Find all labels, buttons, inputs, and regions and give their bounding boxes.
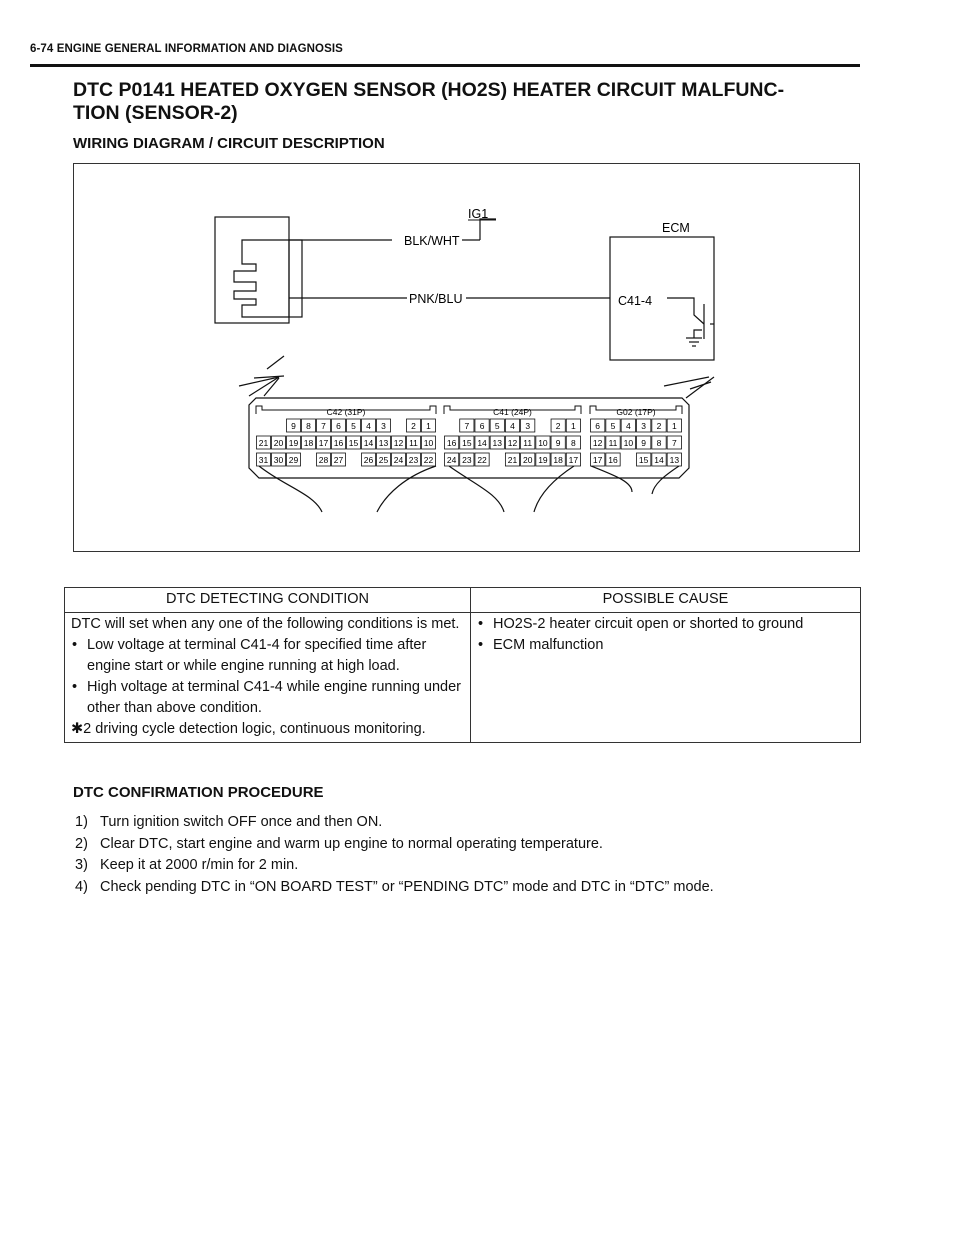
connector-pin-label: 4 — [625, 421, 631, 431]
step-text: Check pending DTC in “ON BOARD TEST” or “PENDING DTC” mode and DTC in “DTC” mode. — [100, 878, 714, 895]
ho2s-sensor-connector — [289, 240, 302, 317]
connector-pin-label: 23 — [408, 455, 419, 465]
connector-pin-label: 19 — [288, 438, 299, 448]
step-number: 4) — [75, 878, 88, 895]
step-number: 1) — [75, 814, 88, 830]
connector-pin-label: 8 — [571, 438, 576, 448]
connector-pin-label: 12 — [592, 438, 603, 448]
connector-1 — [444, 406, 581, 466]
wiring-section-title: WIRING DIAGRAM / CIRCUIT DESCRIPTION — [73, 135, 385, 152]
connector-pin-label: 17 — [318, 438, 329, 448]
condition-item: • Low voltage at terminal C41-4 for specified time after engine start or while engine running at high load. — [71, 635, 464, 677]
list-item — [75, 877, 714, 899]
connector-pin-label: 18 — [303, 438, 314, 448]
ho2s-sensor-body — [215, 217, 289, 323]
connector-pin-label: 14 — [477, 438, 487, 448]
connector-pin-label: 5 — [351, 421, 356, 431]
connector-pin-label: 18 — [553, 455, 563, 465]
header-condition: DTC DETECTING CONDITION — [65, 588, 471, 613]
terminal-label: C41-4 — [618, 294, 653, 308]
connector-pin-label: 10 — [538, 438, 548, 448]
connector-pin-label: 9 — [291, 421, 296, 431]
connector-pin-label: 22 — [423, 455, 434, 465]
connector-pin-label: 12 — [507, 438, 518, 448]
connector-pin-label: 29 — [288, 455, 299, 465]
connector-pin-label: 2 — [555, 421, 561, 431]
confirmation-steps — [75, 812, 714, 898]
wire-pnk-blu-label: PNK/BLU — [409, 292, 463, 306]
connector-pin-label: 28 — [318, 455, 329, 465]
wiring-diagram-svg — [74, 164, 861, 553]
step-number: 3) — [75, 857, 88, 873]
connector-pin-label: 4 — [366, 421, 371, 431]
connector-pin-label: 17 — [592, 455, 603, 465]
cause-item: • ECM malfunction — [477, 635, 854, 656]
connector-pin-label: 6 — [479, 421, 485, 431]
connector-pin-label: 1 — [426, 421, 431, 431]
connector-pin-label: 11 — [409, 438, 418, 448]
wire-blk-wht-label: BLK/WHT — [404, 234, 460, 248]
connector-pin-label: 9 — [555, 438, 561, 448]
dtc-table — [64, 587, 861, 743]
harness-curve — [259, 466, 322, 512]
condition-intro: DTC will set when any one of the following conditions is met. — [71, 616, 460, 632]
header-cause: POSSIBLE CAUSE — [471, 588, 861, 613]
page-header — [30, 42, 860, 67]
connector-pin-label: 20 — [522, 455, 533, 465]
connector-pin-label: 19 — [538, 455, 548, 465]
connector-pin-label: 26 — [363, 455, 374, 465]
page-title — [73, 79, 873, 125]
connector-pin-label: 3 — [381, 421, 386, 431]
connector-0 — [256, 406, 436, 466]
list-item — [75, 812, 714, 834]
connector-pin-label: 15 — [348, 438, 359, 448]
connector-pin-label: 15 — [462, 438, 472, 448]
connector-pin-label: 3 — [525, 421, 531, 431]
connector-pin-label: 8 — [306, 421, 311, 431]
ig1-label: IG1 — [468, 207, 489, 221]
connector-pin-label: 10 — [623, 438, 634, 448]
transistor-icon — [667, 298, 704, 324]
connector-pin-label: 6 — [595, 421, 601, 431]
connector-pin-label: 9 — [641, 438, 647, 448]
connector-name: C41 (24P) — [493, 407, 532, 417]
list-item — [75, 834, 714, 856]
note-text: 2 driving cycle detection logic, continuous monitoring. — [83, 721, 426, 737]
connector-name: C42 (31P) — [326, 407, 366, 417]
connector-pin-label: 7 — [671, 438, 677, 448]
connector-pin-label: 2 — [656, 421, 662, 431]
note-line — [71, 719, 464, 740]
connector-pin-label: 8 — [656, 438, 662, 448]
connector-pin-label: 22 — [477, 455, 487, 465]
connector-pin-label: 4 — [510, 421, 515, 431]
connector-pin-label: 3 — [641, 421, 647, 431]
title-line-2: TION (SENSOR-2) — [73, 102, 238, 124]
connector-pin-label: 14 — [363, 438, 374, 448]
connector-pin-label: 21 — [258, 438, 269, 448]
heater-element-icon — [234, 240, 289, 317]
connector-pin-label: 1 — [571, 421, 576, 431]
connector-pin-label: 21 — [507, 455, 518, 465]
connector-name: G02 (17P) — [616, 407, 656, 417]
table-row — [65, 613, 861, 743]
connector-pin-label: 16 — [446, 438, 457, 448]
confirmation-title: DTC CONFIRMATION PROCEDURE — [73, 784, 324, 801]
cause-item: • HO2S-2 heater circuit open or shorted to ground — [477, 614, 854, 635]
connector-pin-label: 7 — [464, 421, 470, 431]
step-number: 2) — [75, 835, 88, 852]
table-header-row — [65, 588, 861, 613]
connector-pin-label: 30 — [273, 455, 284, 465]
connector-pin-label: 24 — [446, 455, 457, 465]
connector-pin-label: 16 — [608, 455, 618, 465]
ecm-label: ECM — [662, 221, 690, 235]
connector-pin-label: 15 — [638, 455, 649, 465]
connector-pin-label: 27 — [333, 455, 344, 465]
connector-pin-label: 31 — [258, 455, 269, 465]
connector-pin-label: 20 — [273, 438, 284, 448]
connector-pin-label: 2 — [411, 421, 416, 431]
header-text: 6-74 ENGINE GENERAL INFORMATION AND DIAGNOSIS — [30, 43, 343, 55]
connector-pin-label: 12 — [393, 438, 404, 448]
connector-pin-label: 6 — [336, 421, 341, 431]
step-text: Keep it at 2000 r/min for 2 min. — [100, 857, 299, 873]
connector-pin-label: 11 — [608, 438, 618, 448]
connector-pin-label: 23 — [462, 455, 472, 465]
asterisk-icon: ✱ — [71, 721, 84, 737]
connector-pin-label: 25 — [378, 455, 389, 465]
connector-pin-label: 13 — [669, 455, 680, 465]
connector-pin-label: 16 — [333, 438, 344, 448]
connector-pin-label: 5 — [610, 421, 616, 431]
connector-pin-label: 24 — [393, 455, 404, 465]
condition-item: • High voltage at terminal C41-4 while engine running under other than above condition. — [71, 677, 464, 719]
step-text: Turn ignition switch OFF once and then ON. — [100, 814, 383, 830]
connector-pin-label: 7 — [321, 421, 326, 431]
ig1-feed-line — [480, 219, 496, 240]
condition-cell — [65, 613, 471, 743]
wiring-diagram — [73, 163, 860, 552]
connector-pin-label: 13 — [378, 438, 389, 448]
step-text: Clear DTC, start engine and warm up engine to normal operating temperature. — [100, 835, 603, 852]
connector-pin-label: 14 — [654, 455, 664, 465]
connector-2 — [590, 406, 682, 466]
connector-pin-label: 5 — [494, 421, 500, 431]
connector-pin-label: 11 — [523, 438, 533, 448]
connector-pin-label: 17 — [568, 455, 579, 465]
title-line-1: DTC P0141 HEATED OXYGEN SENSOR (HO2S) HEATER CIRCUIT MALFUNC- — [73, 79, 785, 101]
connector-pin-label: 13 — [492, 438, 503, 448]
list-item — [75, 855, 714, 877]
connector-pin-label: 10 — [423, 438, 434, 448]
cause-cell — [471, 613, 861, 743]
connector-pin-label: 1 — [671, 421, 677, 431]
